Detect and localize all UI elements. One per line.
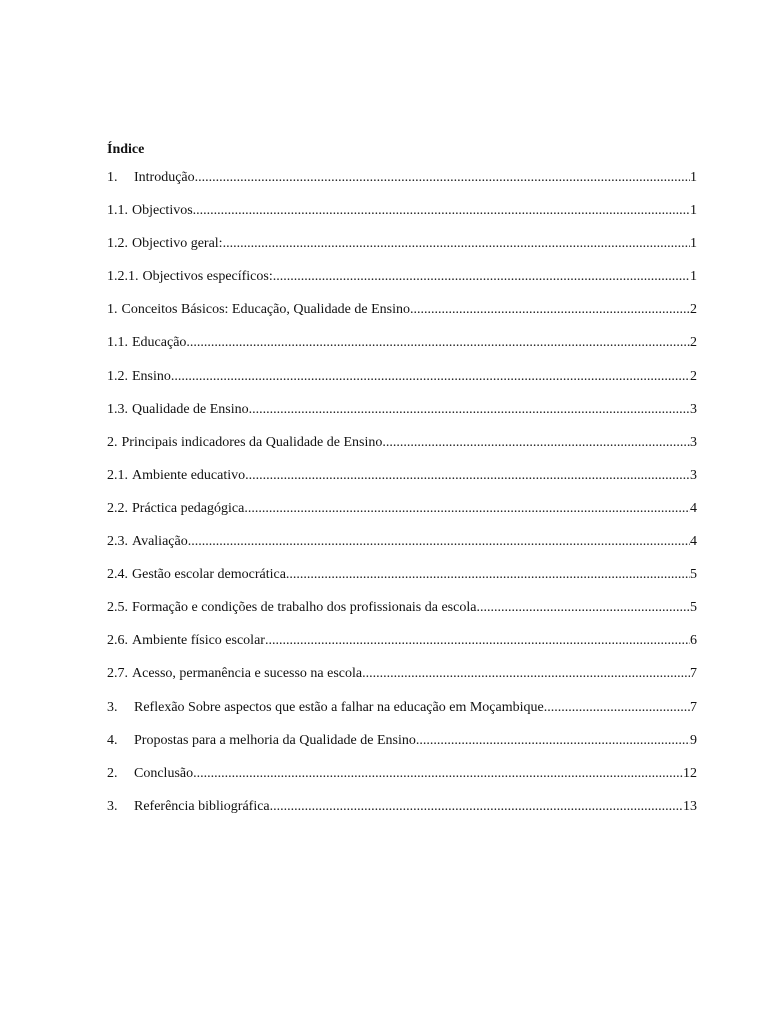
toc-entry[interactable] <box>107 301 697 334</box>
toc-entry-label: Ambiente físico escolar <box>132 633 265 649</box>
toc-entry-label: Acesso, permanência e sucesso na escola <box>132 666 363 682</box>
toc-entry-label: Principais indicadores da Qualidade de Ensino <box>121 434 383 450</box>
toc-entry-label: Avaliação <box>132 534 188 550</box>
toc-entry-page: 9 <box>690 732 697 748</box>
dot-leader <box>270 798 683 816</box>
toc-entry-number: 1.1. <box>107 203 128 219</box>
toc-entry-page: 1 <box>690 269 697 285</box>
toc-entry-page: 1 <box>690 236 697 252</box>
toc-entry-page: 13 <box>683 798 697 814</box>
toc-entry-page: 1 <box>690 170 697 185</box>
dot-leader <box>195 169 690 187</box>
toc-title: Índice <box>107 142 145 157</box>
toc-entry-page: 12 <box>683 765 697 781</box>
toc-entry[interactable] <box>107 169 697 202</box>
toc-entry-number: 2.7. <box>107 666 128 682</box>
toc-entry[interactable] <box>107 401 697 434</box>
toc-entry-number: 2.1. <box>107 467 128 483</box>
dot-leader <box>193 765 683 783</box>
toc-entry-page: 2 <box>690 335 697 351</box>
toc-entry-label: Propostas para a melhoria da Qualidade de Ensino <box>134 732 416 748</box>
toc-entry-page: 7 <box>690 699 697 715</box>
toc-entry-label: Ambiente educativo <box>132 467 246 483</box>
toc-entry-number: 2.2. <box>107 500 128 516</box>
toc-entry-number: 2.6. <box>107 633 128 649</box>
toc-entry-number: 3. <box>107 699 118 715</box>
toc-entry-number: 4. <box>107 732 118 748</box>
toc-list <box>107 169 697 831</box>
toc-entry[interactable] <box>107 368 697 401</box>
dot-leader <box>265 632 690 650</box>
toc-entry-number: 2.5. <box>107 600 128 616</box>
toc-entry-page: 3 <box>690 467 697 483</box>
toc-entry[interactable] <box>107 202 697 235</box>
dot-leader <box>273 268 690 286</box>
toc-entry[interactable] <box>107 765 697 798</box>
dot-leader <box>244 500 690 518</box>
dot-leader <box>382 434 690 452</box>
toc-entry[interactable] <box>107 268 697 301</box>
toc-entry-label: Educação <box>132 335 187 351</box>
dot-leader <box>223 235 690 253</box>
toc-entry-page: 7 <box>690 666 697 682</box>
toc-entry-number: 1.2. <box>107 368 128 384</box>
toc-entry[interactable] <box>107 732 697 765</box>
dot-leader <box>193 202 690 220</box>
toc-entry-page: 6 <box>690 633 697 649</box>
toc-entry-label: Formação e condições de trabalho dos profissionais da escola <box>132 600 477 616</box>
toc-entry-page: 2 <box>690 302 697 318</box>
toc-entry-number: 1. <box>107 170 118 185</box>
toc-entry-number: 1.3. <box>107 401 128 417</box>
dot-leader <box>544 699 690 717</box>
toc-entry-number: 2.3. <box>107 534 128 550</box>
dot-leader <box>249 401 690 419</box>
toc-entry-page: 3 <box>690 434 697 450</box>
dot-leader <box>188 533 690 551</box>
toc-entry[interactable] <box>107 566 697 599</box>
toc-entry-label: Reflexão Sobre aspectos que estão a falhar na educação em Moçambique <box>134 699 544 715</box>
toc-entry-label: Introdução <box>134 170 195 185</box>
toc-entry-label: Conceitos Básicos: Educação, Qualidade de Ensino <box>121 302 410 318</box>
toc-entry-label: Conclusão <box>134 765 194 781</box>
toc-entry-number: 2.4. <box>107 567 128 583</box>
toc-entry[interactable] <box>107 798 697 831</box>
toc-entry-page: 5 <box>690 600 697 616</box>
dot-leader <box>245 467 690 485</box>
toc-entry-number: 3. <box>107 798 118 814</box>
toc-entry-number: 1.2. <box>107 236 128 252</box>
dot-leader <box>286 566 690 584</box>
toc-entry-label: Objectivos específicos: <box>142 269 273 285</box>
toc-entry-label: Práctica pedagógica <box>132 500 245 516</box>
toc-entry[interactable] <box>107 500 697 533</box>
toc-entry-label: Objectivos <box>132 203 193 219</box>
toc-entry-page: 2 <box>690 368 697 384</box>
toc-entry-page: 4 <box>690 534 697 550</box>
toc-entry[interactable] <box>107 665 697 698</box>
toc-entry[interactable] <box>107 467 697 500</box>
dot-leader <box>186 334 690 352</box>
toc-entry-number: 1.2.1. <box>107 269 139 285</box>
dot-leader <box>416 732 690 750</box>
toc-entry-page: 3 <box>690 401 697 417</box>
toc-entry[interactable] <box>107 632 697 665</box>
toc-entry-page: 1 <box>690 203 697 219</box>
toc-entry-label: Ensino <box>132 368 171 384</box>
dot-leader <box>476 599 690 617</box>
toc-entry-label: Objectivo geral: <box>132 236 223 252</box>
toc-entry-number: 2. <box>107 765 118 781</box>
dot-leader <box>410 301 690 319</box>
toc-entry-label: Qualidade de Ensino <box>132 401 249 417</box>
toc-entry-number: 1. <box>107 302 118 318</box>
toc-entry[interactable] <box>107 235 697 268</box>
dot-leader <box>362 665 690 683</box>
toc-entry-label: Gestão escolar democrática <box>132 567 286 583</box>
toc-entry[interactable] <box>107 533 697 566</box>
toc-entry-page: 4 <box>690 500 697 516</box>
dot-leader <box>171 368 690 386</box>
toc-entry-number: 2. <box>107 434 118 450</box>
toc-entry[interactable] <box>107 434 697 467</box>
toc-entry-label: Referência bibliográfica <box>134 798 270 814</box>
toc-entry[interactable] <box>107 599 697 632</box>
toc-entry-number: 1.1. <box>107 335 128 351</box>
toc-entry[interactable] <box>107 699 697 732</box>
toc-entry[interactable] <box>107 334 697 367</box>
toc-entry-page: 5 <box>690 567 697 583</box>
